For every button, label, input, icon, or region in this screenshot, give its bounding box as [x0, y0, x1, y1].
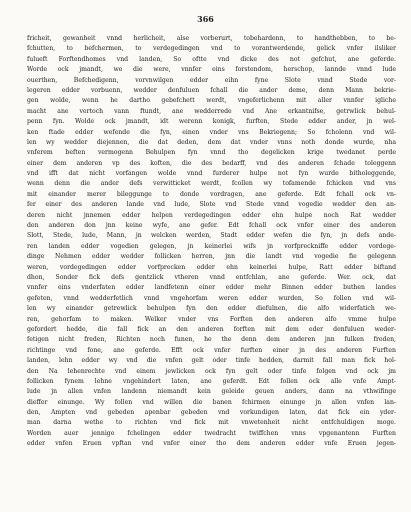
body-text: [27, 34, 396, 450]
text-line: fchutten, to befchermen, to verdegedingen vnd to vorantwerdende, gelick vnfer ilsliker: [27, 45, 396, 53]
text-line: man darna wethe to richten vnd fick mit vnwetenheit nicht entfchuldigen moge.: [27, 419, 396, 427]
text-line: landen, lehn edder wy vnd die vnfen gelt oder tinfe hedden, darmit fall man fick hol-: [27, 357, 396, 365]
text-line: follicken fynem lehne vngehindert laten, ane geferdt. Edt follen ock alle vnfe Ampt-: [27, 377, 396, 385]
text-line: legeren edder vorbuenn, wedder denfuluen fchall die ander deme, denn Mann bekrie-: [27, 86, 396, 94]
text-line: ren landen edder vogedien gelegen, jn keinerlei wifs jn vorfpreckniffe edder vordege-: [27, 242, 396, 250]
text-line: fulueft Forftendhomes vnd landen, So oftte vnd dicke des not gefchut, ane geferde.: [27, 55, 396, 63]
text-line: dieffer einunge. Wy follen vnd willen die banen fchirmen einunge jn allen vnfen lan-: [27, 398, 396, 406]
text-line: den, Ampten vnd gebeden apenbar gebeden vnd vorkundigen laten, dat fick ein yder-: [27, 409, 396, 417]
text-line: einer dem anderen vp des koften, die des bedarff, vnd des anderen fchade toleggenn: [27, 159, 396, 167]
text-line: deren nicht jnnemen edder helpen verdegedingen edder ehn hulpe noch Rat wedder: [27, 211, 396, 219]
text-line: mit einander merer bileggunge to donde vordragen, ane geferde. Edt fchall ock vn-: [27, 190, 396, 198]
text-line: fricheit, gewanheit vnnd herlicheit, alse vorberurt, tobehardenn, to handthebben, to be-: [27, 35, 396, 42]
text-line: vnd ifft dat nicht vorfangen wolde vnnd furderer hulpe not fyn wurde bitholeggende,: [27, 170, 396, 178]
text-line: den Na lehenrechte vnd einem jewlicken ock fyn gelt oder tinfe folgen vnd ock jm: [27, 367, 396, 375]
page-number: 366: [197, 14, 214, 24]
text-line: dhon, Sonder fick defs gentzlick vtheren vnnd entfchlan, ane geferde. Wer. ock, dat: [27, 273, 396, 281]
text-line: wenn denn die ander defs verwitticket werdt, fcollen wy tofamende fchicken vnd vns: [27, 180, 396, 188]
text-line: macht ane vertoch vann ftundt, ane wedderrede vnd Ane erkantnifse, getrwlick behul-: [27, 107, 396, 115]
text-line: vnferem beften vermogenn Behulpen fyn vnnd tho degelicken krige twedanet perde: [27, 149, 396, 157]
text-line: lude jn allen vnfen landenn niemandt kein geleide geuen anders, dann na vthwifinge: [27, 388, 396, 396]
text-line: gefeten, vnnd wedderfetlich vnnd vngehorfam weren edder wurden, So follen vnd wil-: [27, 294, 396, 302]
text-line: weren, vordegedingen edder vorfprecken edder ehn keinerlei hulpe, Ratt edder biftand: [27, 263, 396, 271]
text-line: len wy einander getrewlick behulpen fyn den edder diefulnen, die alfo widerfatich we-: [27, 305, 396, 313]
text-line: vnnfer eins vnderfaten edder landfetenn einer edder mehr Binnen edder buthen landes: [27, 284, 396, 292]
text-line: ken ftade edder wefende die fyn, einen vnder vns Bekriegenn; So fcholenn vnd wil-: [27, 128, 396, 136]
text-line: richtinge vnd fone, ane geferde. Efft ock vnfer furften einer jn des anderen Furften: [27, 346, 396, 354]
text-line: penn fyn. Wolde ock jmandt, idt werenn konigk, furften, Stede edder ander, jn wel-: [27, 118, 396, 126]
text-line: Slott, Stede, lude, Mann, jn welcken werden, Stadt edder wefen die fyn, jn defs ande-: [27, 232, 396, 240]
text-line: ren, gehorfam to maken. Welker vnder vns Forften den anderen alfo vmme hulpe: [27, 315, 396, 323]
text-line: fer einer des anderen lande vnd lude, Slote vnd Stede vnnd vogedie wedder den an-: [27, 201, 396, 209]
text-line: dinge Nehmen edder wedder follicken herren, jnn die landt vnd vogedie fie gelegenn: [27, 253, 396, 261]
text-line: ouerthen, Befchedigenn, vorvnwilgen edder eihn fyne Slote vnnd Stede vor-: [27, 76, 396, 84]
text-line: gen wolde, wenn he dartho gebefchett werdt, vngeferlichenn mit aller vnnfer igliche: [27, 97, 396, 105]
text-line: den anderen don jnn keine wyfe, ane gefer. Edt fchall ock vnfer einer des anderen: [27, 222, 396, 230]
text-line: gefordert hedde, die fall fick an den anderen forften mit dem eder denfuluen weder-: [27, 325, 396, 333]
text-line: edder vnfen Eruen vpftan vnd vnfer einer tho dem anderen edder vnfe Eruen jegen-: [27, 440, 396, 448]
text-line: Worde ock jmandt, we die were, vnnfer eins forstendom, herschop, lannde vnnd lude: [27, 66, 396, 74]
text-line: len wy wedder diejennen, die dat deden, dem dat vnder vnns noth donde wurde, nha: [27, 138, 396, 146]
text-line: Worden auer jennige fchelingen edder twedracht twiffchen vnns vpgenantenn Furften: [27, 429, 396, 437]
text-line: fetigen nicht freden, Richten noch funen, he the denn dem anderen jnn fulken freden,: [27, 336, 396, 344]
